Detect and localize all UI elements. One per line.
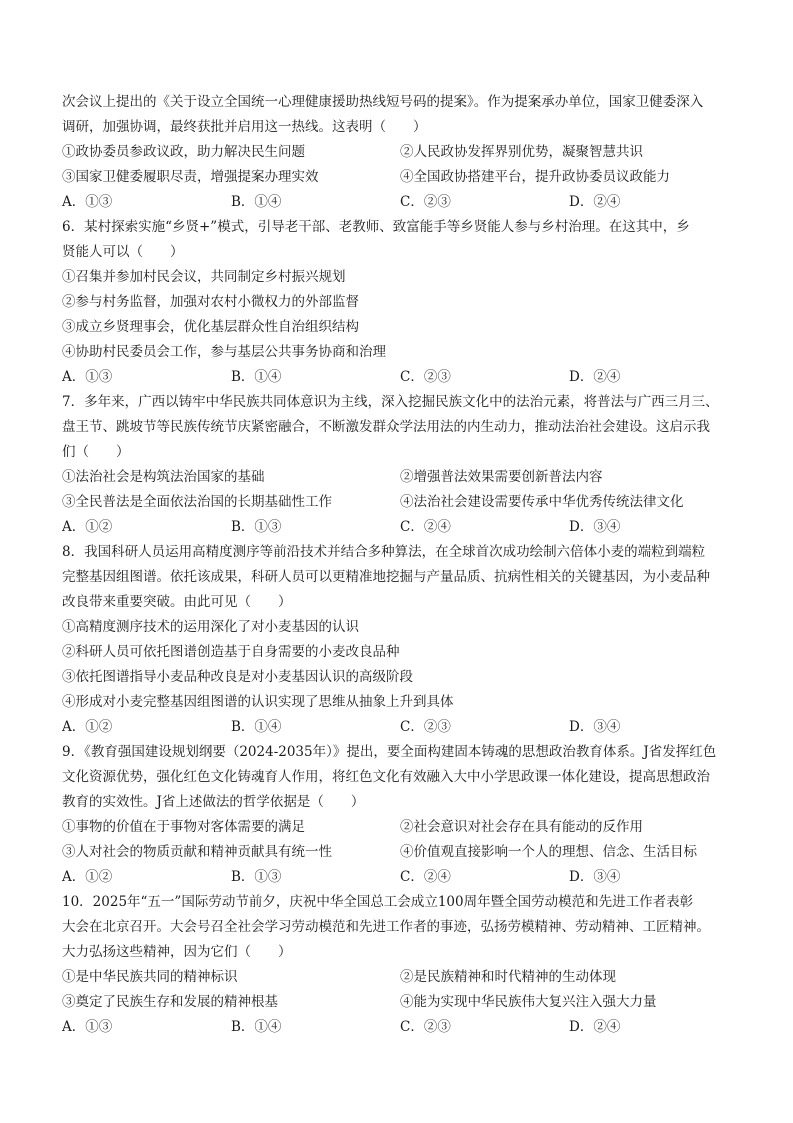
option-b: B．①③ — [231, 519, 282, 535]
statement-1: ①政协委员参政议政，助力解决民生问题 — [62, 144, 305, 160]
question-stem-line: 8．我国科研人员运用高精度测序等前沿技术并结合多种算法，在全球首次成功绘制六倍体小麦的端粒到端粒 — [62, 544, 706, 560]
option-a: A．①② — [62, 719, 113, 735]
statement-4: ④价值观直接影响一个人的理想、信念、生活目标 — [400, 844, 697, 860]
question-10 — [62, 890, 738, 1040]
option-d: D．③④ — [569, 869, 621, 885]
option-a: A．①③ — [62, 1019, 113, 1035]
option-c: C．②④ — [400, 869, 451, 885]
statement-4: ④法治社会建设需要传承中华优秀传统法律文化 — [400, 494, 684, 510]
option-c: C．②③ — [400, 1019, 451, 1035]
question-stem-line: 10．2025年“五一”国际劳动节前夕，庆祝中华全国总工会成立100周年暨全国劳动模范和先进工作者表彰 — [62, 894, 694, 910]
statement-3: ③国家卫健委履职尽责，增强提案办理实效 — [62, 169, 319, 185]
question-stem-line: 改良带来重要突破。由此可见（ ） — [62, 594, 292, 610]
question-stem-line: 盘王节、跳坡节等民族传统节庆紧密融合，不断激发群众学法用法的内生动力，推动法治社会建设。这启示我 — [62, 419, 710, 435]
option-b: B．①④ — [231, 719, 282, 735]
option-c: C．②③ — [400, 194, 451, 210]
statement-3: ③人对社会的物质贡献和精神贡献具有统一性 — [62, 844, 332, 860]
statement-2: ②人民政协发挥界别优势，凝聚智慧共识 — [400, 144, 643, 160]
question-stem-line: 6．某村探索实施“乡贤+”模式，引导老干部、老教师、致富能手等乡贤能人参与乡村治理。在这其中，乡 — [62, 219, 690, 235]
statement-3: ③全民普法是全面依法治国的长期基础性工作 — [62, 494, 332, 510]
question-stem-line: 大会在北京召开。大会号召全社会学习劳动模范和先进工作者的事迹，弘扬劳模精神、劳动精神、工匠精神。 — [62, 919, 710, 935]
question-7 — [62, 390, 738, 540]
option-c: C．②④ — [400, 519, 451, 535]
statement-2: ②参与村务监督，加强对农村小微权力的外部监督 — [62, 294, 359, 310]
option-a: A．①③ — [62, 194, 113, 210]
option-b: B．①③ — [231, 869, 282, 885]
option-a: A．①② — [62, 519, 113, 535]
question-stem-line: 贤能人可以（ ） — [62, 244, 184, 260]
question-5 — [62, 90, 738, 215]
statement-2: ②增强普法效果需要创新普法内容 — [400, 469, 603, 485]
question-stem-line: 完整基因组图谱。依托该成果，科研人员可以更精准地挖掘与产量品质、抗病性相关的关键基因，为小麦品种 — [62, 569, 710, 585]
question-stem-line: 调研，加强协调，最终获批并启用这一热线。这表明（ ） — [62, 119, 427, 135]
statement-2: ②社会意识对社会存在具有能动的反作用 — [400, 819, 643, 835]
question-6 — [62, 215, 738, 390]
statement-1: ①是中华民族共同的精神标识 — [62, 969, 238, 985]
option-b: B．①④ — [231, 194, 282, 210]
statement-4: ④形成对小麦完整基因组图谱的认识实现了思维从抽象上升到具体 — [62, 694, 454, 710]
option-b: B．①④ — [231, 1019, 282, 1035]
statement-4: ④全国政协搭建平台，提升政协委员议政能力 — [400, 169, 670, 185]
option-d: D．②④ — [569, 194, 621, 210]
statement-1: ①召集并参加村民会议，共同制定乡村振兴规划 — [62, 269, 346, 285]
question-stem-line: 9．《教育强国建设规划纲要（2024-2035年）》提出，要全面构建固本铸魂的思想政治教育体系。J省发挥红色 — [62, 744, 717, 760]
statement-3: ③依托图谱指导小麦品种改良是对小麦基因认识的高级阶段 — [62, 669, 413, 685]
option-b: B．①④ — [231, 369, 282, 385]
statement-2: ②科研人员可依托图谱创造基于自身需要的小麦改良品种 — [62, 644, 400, 660]
question-stem-line: 7．多年来，广西以铸牢中华民族共同体意识为主线，深入挖掘民族文化中的法治元素，将普法与广西三月三、 — [62, 394, 719, 410]
question-stem-line: 文化资源优势，强化红色文化铸魂育人作用，将红色文化有效融入大中小学思政课一体化建设，提高思想政治 — [62, 769, 710, 785]
question-8 — [62, 540, 738, 740]
statement-3: ③奠定了民族生存和发展的精神根基 — [62, 994, 278, 1010]
question-stem-line: 教育的实效性。J省上述做法的哲学依据是（ ） — [62, 794, 365, 810]
statement-1: ①法治社会是构筑法治国家的基础 — [62, 469, 265, 485]
option-c: C．②③ — [400, 719, 451, 735]
question-stem-line: 们（ ） — [62, 444, 130, 460]
option-d: D．③④ — [569, 519, 621, 535]
option-d: D．②④ — [569, 1019, 621, 1035]
question-list — [62, 90, 738, 1040]
option-a: A．①③ — [62, 369, 113, 385]
question-stem-line: 大力弘扬这些精神，因为它们（ ） — [62, 944, 292, 960]
statement-1: ①高精度测序技术的运用深化了对小麦基因的认识 — [62, 619, 359, 635]
option-c: C．②③ — [400, 369, 451, 385]
question-stem-line: 次会议上提出的《关于设立全国统一心理健康援助热线短号码的提案》。作为提案承办单位，国家卫健委深入 — [62, 94, 704, 110]
option-a: A．①② — [62, 869, 113, 885]
option-d: D．③④ — [569, 719, 621, 735]
question-9 — [62, 740, 738, 890]
statement-3: ③成立乡贤理事会，优化基层群众性自治组织结构 — [62, 319, 359, 335]
statement-2: ②是民族精神和时代精神的生动体现 — [400, 969, 616, 985]
statement-4: ④协助村民委员会工作，参与基层公共事务协商和治理 — [62, 344, 386, 360]
option-d: D．②④ — [569, 369, 621, 385]
statement-1: ①事物的价值在于事物对客体需要的满足 — [62, 819, 305, 835]
statement-4: ④能为实现中华民族伟大复兴注入强大力量 — [400, 994, 657, 1010]
